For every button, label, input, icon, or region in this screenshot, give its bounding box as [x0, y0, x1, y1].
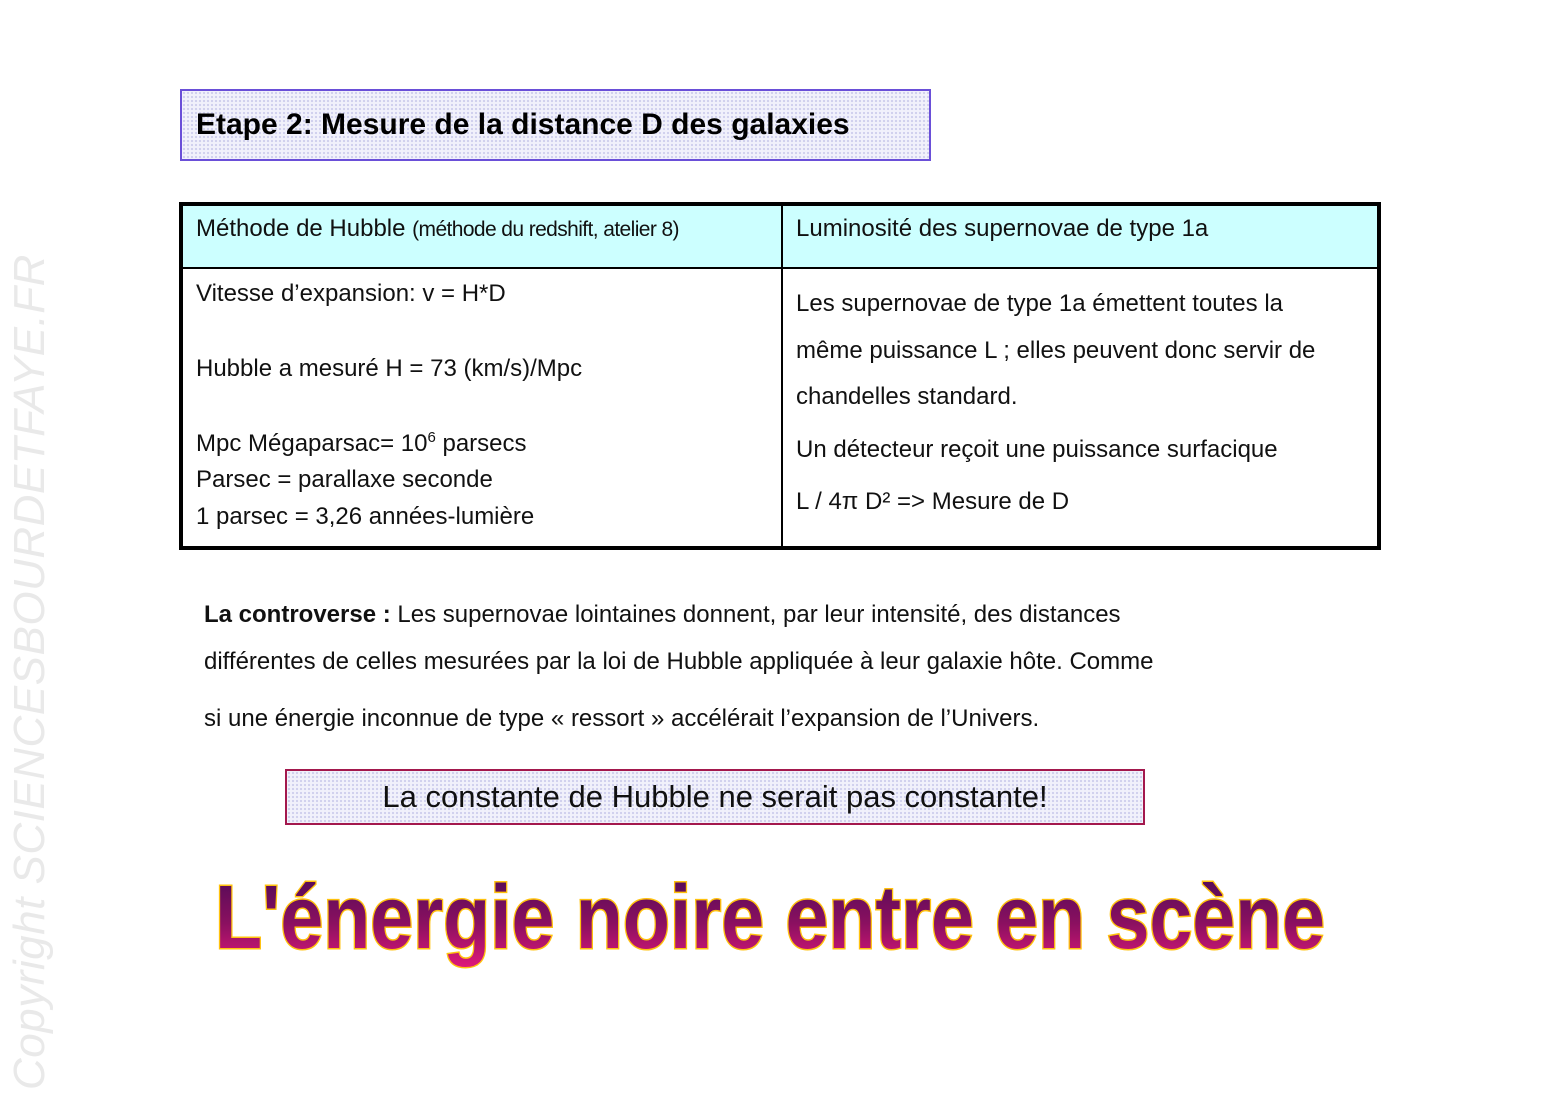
- parsec-definition-line: Parsec = parallaxe seconde: [196, 466, 493, 493]
- parsec-lightyear-line: 1 parsec = 3,26 années-lumière: [196, 503, 535, 530]
- supernovae-method-cell: [783, 269, 1377, 546]
- expansion-speed-line: Vitesse d’expansion: v = H*D: [196, 280, 506, 307]
- hubble-constant-box: [285, 769, 1145, 825]
- title-box: [180, 89, 931, 161]
- megaparsec-line: Mpc Mégaparsac= $10^6$ parsecs: [196, 429, 527, 457]
- page-title: Etape 2: Mesure de la distance D des galaxies: [196, 108, 850, 141]
- header-supernovae-method: [783, 206, 1377, 267]
- controversy-line-3: si une énergie inconnue de type « ressort » accélérait l’expansion de l’Univers.: [204, 705, 1040, 732]
- controversy-line-1: La controverse : Les supernovae lointaines donnent, par leur intensité, des distances: [204, 601, 1121, 628]
- supernovae-line-2: même puissance L ; elles peuvent donc servir de: [796, 337, 1316, 364]
- header-hubble-method-note: (méthode du redshift, atelier 8): [412, 218, 679, 241]
- hubble-constant-line: Hubble a mesuré H = 73 (km/s)/Mpc: [196, 355, 583, 382]
- controversy-line-2: différentes de celles mesurées par la loi de Hubble appliquée à leur galaxie hôte. Comme: [204, 648, 1154, 675]
- supernovae-line-5: L / 4π D² => Mesure de D: [796, 488, 1070, 515]
- dark-energy-headline: [200, 855, 1340, 985]
- headline-text: L'énergie noire entre en scène: [215, 868, 1325, 968]
- controversy-label: La controverse :: [204, 601, 391, 628]
- copyright-watermark: Copyright SCIENCESBOURDETFAYE.FR: [5, 254, 54, 1090]
- supernovae-line-4: Un détecteur reçoit une puissance surfacique: [796, 436, 1278, 463]
- header-supernovae-method-label: Luminosité des supernovae de type 1a: [796, 215, 1209, 242]
- hubble-method-cell: [183, 269, 781, 546]
- supernovae-line-1: Les supernovae de type 1a émettent toutes la: [796, 290, 1283, 317]
- header-hubble-method-label: Méthode de Hubble: [196, 215, 413, 242]
- hubble-constant-statement: La constante de Hubble ne serait pas constante!: [382, 779, 1048, 814]
- supernovae-line-3: chandelles standard.: [796, 383, 1018, 410]
- methods-table: [179, 202, 1381, 550]
- header-hubble-method: [183, 206, 781, 267]
